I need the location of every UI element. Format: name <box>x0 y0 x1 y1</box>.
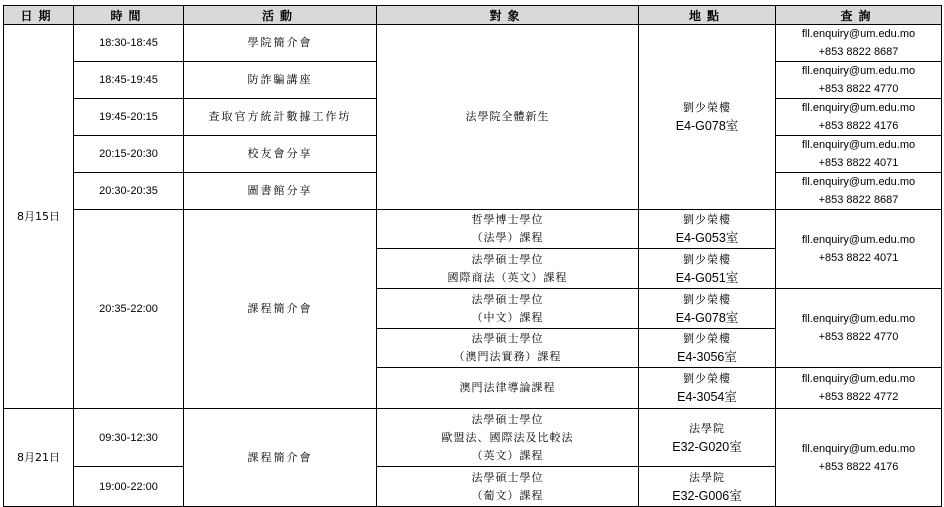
table-row <box>4 409 942 467</box>
venue-cell <box>639 409 776 467</box>
contact-email: fll.enquiry@um.edu.mo <box>801 139 916 151</box>
time-cell: 20:35-22:00 <box>74 210 184 409</box>
target-line: 法學碩士學位 <box>471 292 544 306</box>
contact-email: fll.enquiry@um.edu.mo <box>801 102 916 114</box>
venue-room: E4-G078室 <box>675 310 739 325</box>
contact-email: fll.enquiry@um.edu.mo <box>801 28 916 40</box>
activity-cell: 防詐騙講座 <box>184 62 377 99</box>
target-cell <box>377 329 639 368</box>
contact-email: fll.enquiry@um.edu.mo <box>801 313 916 325</box>
target-line: 法學碩士學位 <box>471 252 544 266</box>
contact-phone: +853 8822 4770 <box>818 331 899 343</box>
target-line: （英文）課程 <box>471 448 544 462</box>
contact-email: fll.enquiry@um.edu.mo <box>801 65 916 77</box>
time-cell: 19:00-22:00 <box>74 467 184 507</box>
contact-email: fll.enquiry@um.edu.mo <box>801 234 916 246</box>
contact-cell <box>776 409 942 507</box>
contact-email: fll.enquiry@um.edu.mo <box>801 442 916 455</box>
venue-building: 劉少榮樓 <box>683 372 731 385</box>
target-line: 法學碩士學位 <box>471 412 544 426</box>
contact-cell <box>776 289 942 368</box>
contact-phone: +853 8822 4071 <box>818 252 899 264</box>
venue-cell <box>639 467 776 507</box>
venue-cell <box>639 249 776 289</box>
venue-building: 劉少榮樓 <box>683 252 731 266</box>
schedule-table <box>3 5 942 507</box>
date-cell: 8月21日 <box>4 409 74 507</box>
activity-cell: 課程簡介會 <box>184 210 377 409</box>
target-line: 哲學博士學位 <box>471 213 544 226</box>
venue-room: E32-G006室 <box>672 488 742 503</box>
time-cell: 20:15-20:30 <box>74 136 184 173</box>
venue-building: 法學院 <box>689 421 725 435</box>
activity-cell: 圖書館分享 <box>184 173 377 210</box>
contact-phone: +853 8822 4176 <box>818 460 899 473</box>
venue-room: E4-G078室 <box>675 119 739 133</box>
venue-building: 劉少榮樓 <box>683 292 731 306</box>
target-cell <box>377 409 639 467</box>
target-line: 國際商法（英文）課程 <box>447 270 568 284</box>
target-line: 法學碩士學位 <box>471 470 544 484</box>
contact-phone: +853 8822 8687 <box>818 194 899 206</box>
target-cell <box>377 210 639 249</box>
header-row <box>4 6 942 25</box>
time-cell: 20:30-20:35 <box>74 173 184 210</box>
table-row <box>4 210 942 249</box>
header-venue: 地點 <box>639 6 776 25</box>
venue-cell <box>639 25 776 210</box>
date-cell: 8月15日 <box>4 25 74 409</box>
venue-cell <box>639 289 776 329</box>
venue-cell <box>639 368 776 409</box>
venue-room: E4-3054室 <box>677 390 737 404</box>
contact-email: fll.enquiry@um.edu.mo <box>801 373 916 385</box>
contact-cell <box>776 136 942 173</box>
venue-room: E32-G020室 <box>672 439 742 454</box>
venue-building: 法學院 <box>689 470 725 484</box>
venue-building: 劉少榮樓 <box>683 213 731 226</box>
target-line: （中文）課程 <box>471 310 544 324</box>
table-row <box>4 25 942 62</box>
contact-cell <box>776 25 942 62</box>
time-cell: 18:45-19:45 <box>74 62 184 99</box>
venue-building: 劉少榮樓 <box>683 101 731 114</box>
activity-cell: 校友會分享 <box>184 136 377 173</box>
target-cell: 澳門法律導論課程 <box>377 368 639 409</box>
venue-room: E4-3056室 <box>677 350 737 364</box>
target-cell <box>377 289 639 329</box>
target-line: （葡文）課程 <box>471 488 544 502</box>
header-contact: 查詢 <box>776 6 942 25</box>
target-cell <box>377 249 639 289</box>
target-cell: 法學院全體新生 <box>377 25 639 210</box>
header-date: 日期 <box>4 6 74 25</box>
time-cell: 18:30-18:45 <box>74 25 184 62</box>
contact-cell <box>776 210 942 289</box>
venue-building: 劉少榮樓 <box>683 332 731 345</box>
time-cell: 09:30-12:30 <box>74 409 184 467</box>
target-line: 歐盟法、國際法及比較法 <box>441 430 574 444</box>
activity-cell: 課程簡介會 <box>184 409 377 507</box>
target-cell <box>377 467 639 507</box>
header-time: 時間 <box>74 6 184 25</box>
venue-cell <box>639 210 776 249</box>
contact-cell <box>776 99 942 136</box>
header-activity: 活動 <box>184 6 377 25</box>
contact-phone: +853 8822 4071 <box>818 157 899 169</box>
contact-phone: +853 8822 4772 <box>818 391 899 403</box>
contact-email: fll.enquiry@um.edu.mo <box>801 176 916 188</box>
target-line: 法學碩士學位 <box>471 332 544 345</box>
activity-cell: 學院簡介會 <box>184 25 377 62</box>
header-target: 對象 <box>377 6 639 25</box>
time-cell: 19:45-20:15 <box>74 99 184 136</box>
venue-cell <box>639 329 776 368</box>
activity-cell: 查取官方統計數據工作坊 <box>184 99 377 136</box>
contact-phone: +853 8822 4770 <box>818 83 899 95</box>
contact-phone: +853 8822 8687 <box>818 46 899 58</box>
target-line: （法學）課程 <box>471 231 544 244</box>
contact-cell <box>776 62 942 99</box>
contact-cell <box>776 173 942 210</box>
target-line: （澳門法實務）課程 <box>453 350 562 363</box>
venue-room: E4-G051室 <box>675 270 739 285</box>
contact-phone: +853 8822 4176 <box>818 120 899 132</box>
venue-room: E4-G053室 <box>675 231 739 245</box>
contact-cell <box>776 368 942 409</box>
